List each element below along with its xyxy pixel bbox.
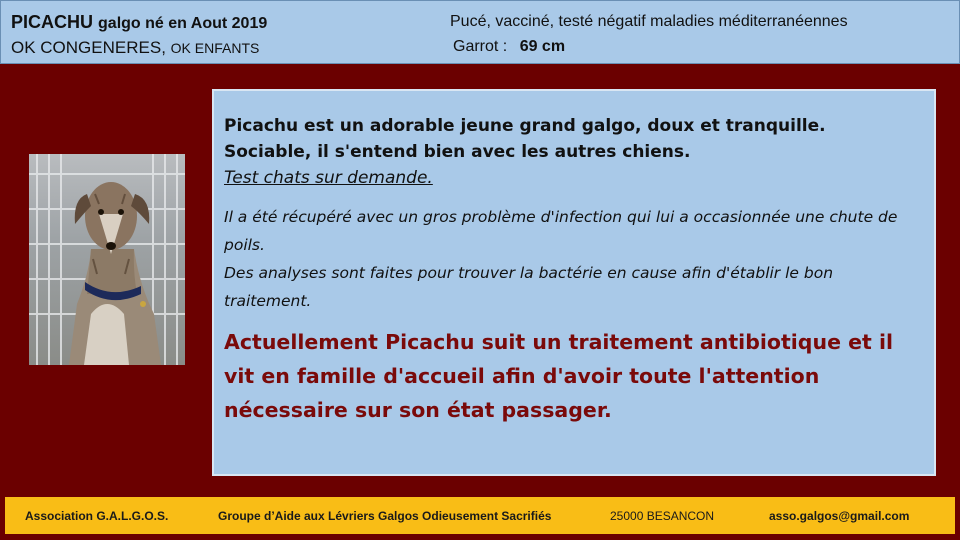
intro-line-2: Sociable, il s'entend bien avec les autres chiens. (224, 142, 691, 162)
dog-title (11, 12, 267, 33)
dog-photo (29, 154, 185, 365)
header-banner (0, 0, 960, 64)
treatment-highlight: Actuellement Picachu suit un traitement antibiotique et il vit en famille d'accueil afin d'avoir toute l'attention nécessaire sur son état passager. (224, 330, 894, 422)
health-status: Pucé, vacciné, testé négatif maladies méditerranéennes (450, 13, 848, 30)
description-panel (212, 89, 936, 476)
association-fullname: Groupe d’Aide aux Lévriers Galgos Odieusement Sacrifiés (218, 509, 552, 523)
dog-name: PICACHU (11, 12, 94, 32)
ok-congeneres: OK CONGENERES, (11, 38, 166, 57)
intro-paragraph (224, 113, 924, 191)
medical-paragraph (224, 203, 924, 315)
compatibility-line (11, 38, 259, 58)
dog-breed-birth: galgo né en Aout 2019 (98, 15, 268, 32)
ok-enfants: OK ENFANTS (170, 40, 260, 56)
association-city: 25000 BESANCON (610, 509, 715, 523)
medical-line-2: Des analyses sont faites pour trouver la bactérie en cause afin d'établir le bon traitement. (224, 264, 834, 310)
garrot-label: Garrot : (453, 38, 508, 55)
cats-test-note: Test chats sur demande. (224, 168, 433, 188)
garrot-line (453, 38, 565, 56)
contact-email[interactable]: asso.galgos@gmail.com (769, 509, 910, 523)
association-name: Association G.A.L.G.O.S. (25, 509, 169, 523)
garrot-value: 69 cm (519, 38, 566, 55)
footer-bar (5, 497, 955, 534)
intro-line-1: Picachu est un adorable jeune grand galgo, doux et tranquille. (224, 116, 826, 136)
medical-line-1: Il a été récupéré avec un gros problème d'infection qui lui a occasionnée une chute de poils. (224, 208, 898, 254)
